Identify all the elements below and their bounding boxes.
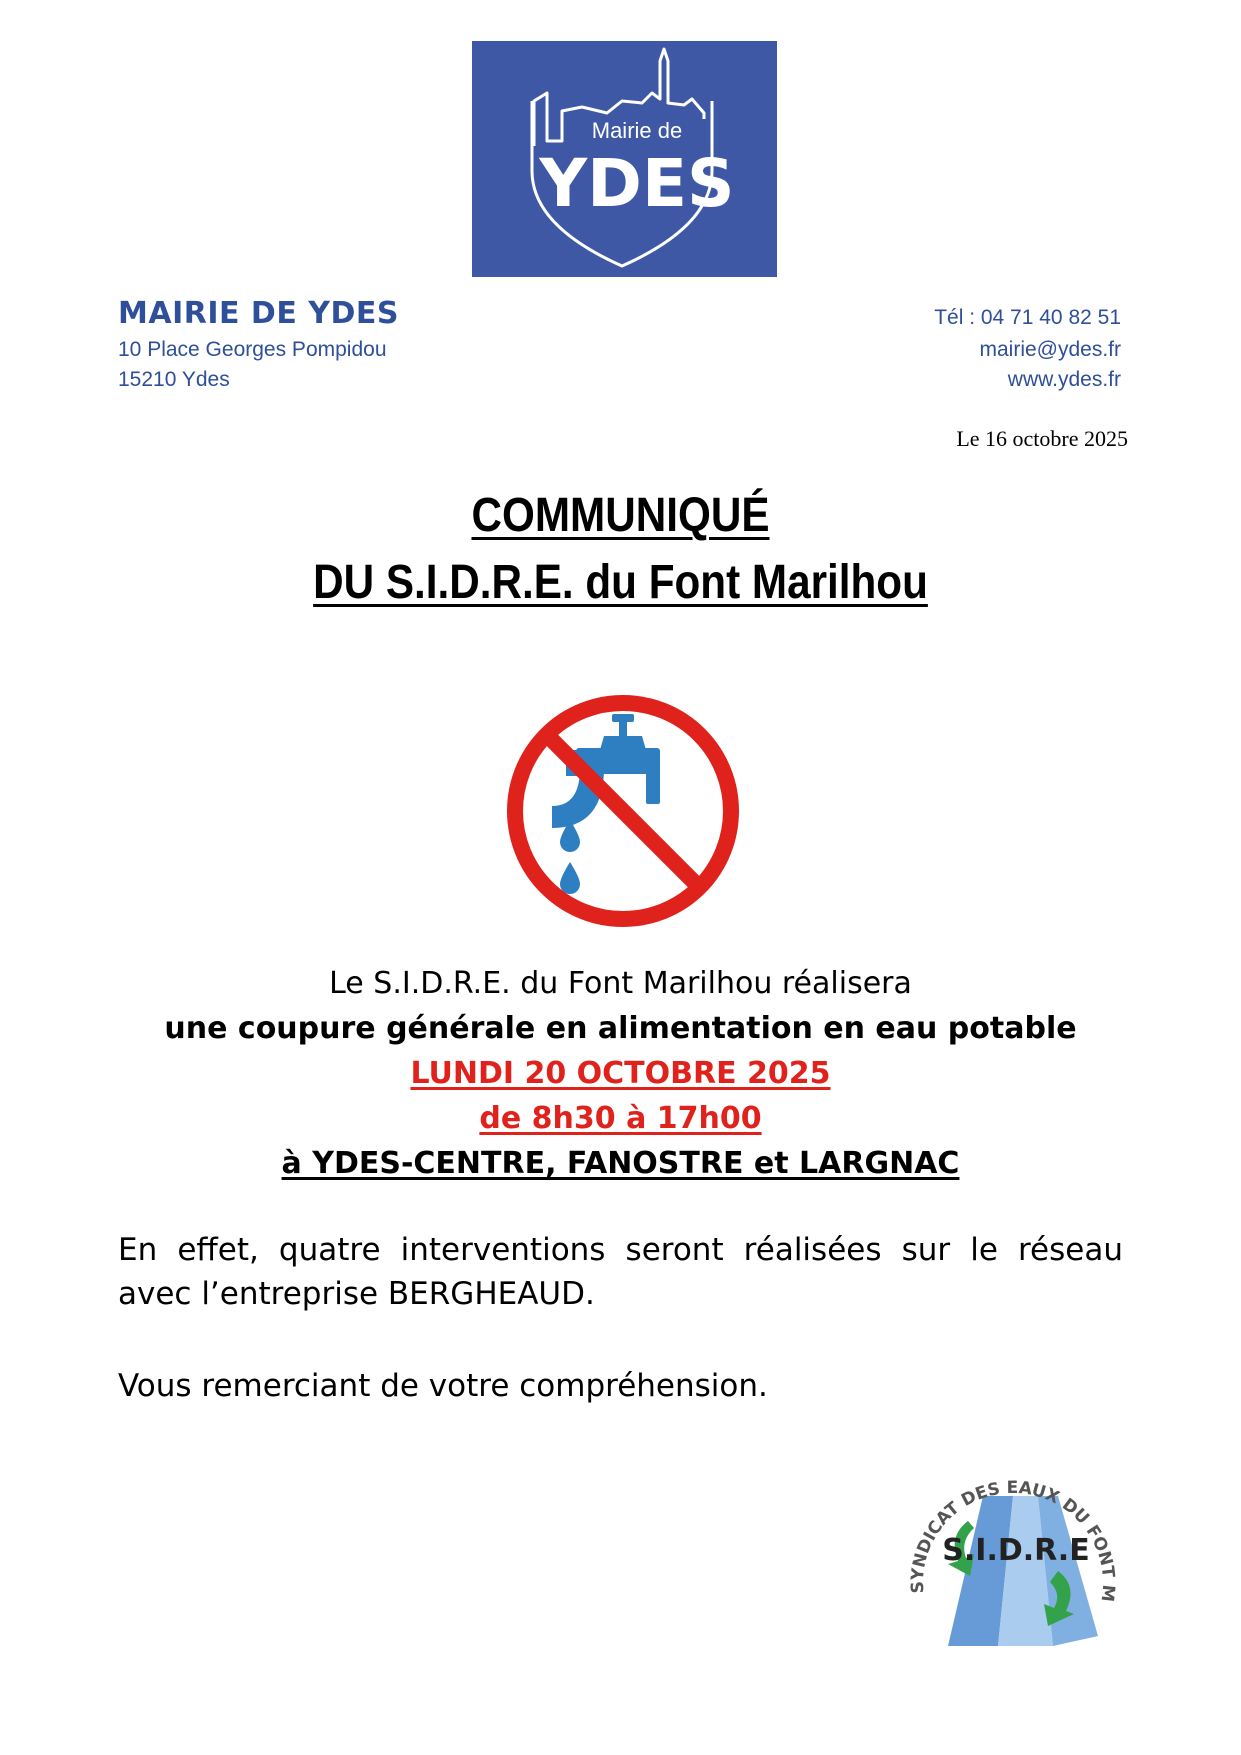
announcement-intro: Le S.I.D.R.E. du Font Marilhou réalisera	[329, 966, 912, 1001]
logo-big-text: YDES	[539, 145, 735, 222]
address-city: 15210 Ydes	[118, 368, 230, 391]
sidre-ring-text: SYNDICAT DES EAUX DU FONT M	[907, 1477, 1119, 1603]
document-date: Le 16 octobre 2025	[956, 426, 1128, 451]
no-tap-water-icon	[500, 688, 746, 939]
announcement-cut: une coupure générale en alimentation en eau potable	[164, 1011, 1077, 1046]
logo-small-text: Mairie de	[591, 118, 683, 143]
body-paragraph: En effet, quatre interventions seront réalisées sur le réseau avec l’entreprise BERGHEAUD.	[118, 1232, 1123, 1312]
closing-paragraph: Vous remerciant de votre compréhension.	[118, 1368, 768, 1404]
announcement-date: LUNDI 20 OCTOBRE 2025	[410, 1056, 831, 1091]
mairie-name: MAIRIE DE YDES	[118, 296, 399, 331]
contact-website[interactable]: www.ydes.fr	[1007, 368, 1121, 391]
address-street: 10 Place Georges Pompidou	[118, 338, 387, 361]
page-title: COMMUNIQUÉ	[471, 489, 770, 542]
contact-email[interactable]: mairie@ydes.fr	[979, 338, 1121, 361]
page-subtitle: DU S.I.D.R.E. du Font Marilhou	[313, 556, 928, 609]
announcement-places: à YDES-CENTRE, FANOSTRE et LARGNAC	[281, 1146, 960, 1181]
sidre-center-text: S.I.D.R.E	[942, 1533, 1090, 1568]
sidre-logo	[888, 1436, 1138, 1671]
contact-phone: Tél : 04 71 40 82 51	[934, 306, 1121, 329]
mairie-logo	[472, 41, 777, 277]
announcement-hours: de 8h30 à 17h00	[479, 1101, 762, 1136]
